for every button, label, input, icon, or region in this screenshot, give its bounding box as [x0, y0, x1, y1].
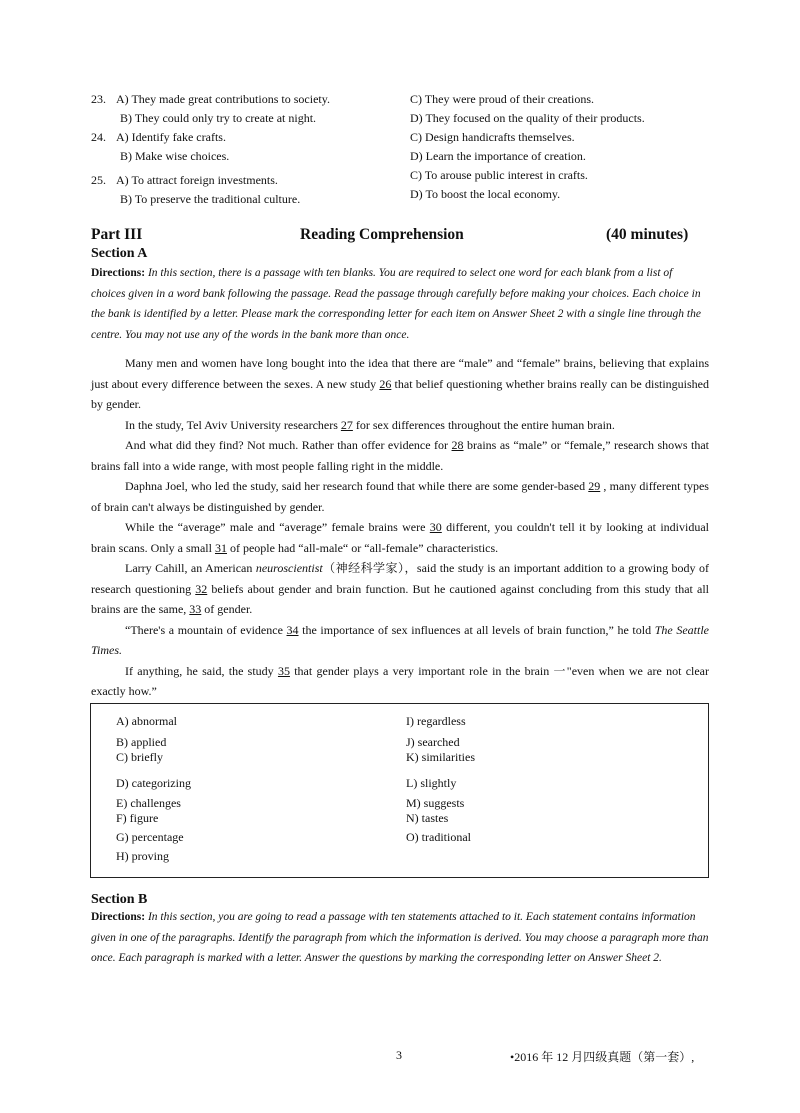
option-b: B) Make wise choices. [120, 149, 230, 163]
question-number: 24. [91, 130, 106, 144]
word-bank [90, 703, 709, 878]
blank-29: 29 [588, 479, 601, 493]
option-c: C) To arouse public interest in crafts. [410, 168, 588, 182]
blank-26: 26 [379, 376, 392, 391]
section-a-directions [91, 263, 709, 345]
option-d: D) They focused on the quality of their products. [410, 111, 645, 125]
paragraph-7: “There's a mountain of evidence 34 the importance of sex influences at all levels of brain function,” he told The Seattle Times. [91, 622, 709, 657]
blank-27: 27 [340, 417, 353, 432]
word-bank-option: B) applied [116, 735, 167, 749]
blank-35: 35 [277, 663, 290, 678]
blank-31: 31 [214, 540, 227, 555]
paragraph-2: In the study, Tel Aviv University researchers 27 for sex differences throughout the entire human brain. [125, 417, 615, 432]
question-number: 23. [91, 92, 106, 106]
option-d: D) To boost the local economy. [410, 187, 561, 201]
blank-28: 28 [451, 438, 464, 452]
option-a: A) Identify fake crafts. [116, 130, 226, 144]
option-d: D) Learn the importance of creation. [410, 149, 586, 163]
paragraph-5: While the “average” male and “average” female brains were 30 different, you couldn't tell it by looking at individual brain scans. Only a small 31 of people had “all-male“ or “all-female” characteristics. [91, 520, 710, 555]
passage [91, 353, 709, 702]
blank-30: 30 [429, 520, 442, 534]
directions-text: In this section, you are going to read a passage with ten statements attached to it. Each statement contains information given in one of the paragraphs. Identify the paragraph from which the information is derived. You may choose a paragraph more than once. Each paragraph is marked with a letter. Answer the questions by marking the corresponding letter on Answer Sheet 2. [91, 911, 709, 964]
directions-label: Directions: [91, 267, 146, 279]
directions-label: Directions: [91, 911, 146, 923]
blank-33: 33 [189, 602, 202, 616]
paragraph-8: If anything, he said, the study 35 that gender plays a very important role in the brain 一"even when we are not clear exactly how.” [91, 663, 709, 698]
word-bank-option: M) suggests [406, 796, 465, 810]
question-number: 25. [91, 173, 106, 187]
option-c: C) They were proud of their creations. [410, 92, 595, 106]
part-title: Reading Comprehension [300, 226, 464, 243]
section-b-directions [91, 907, 709, 969]
word-bank-option: A) abnormal [116, 714, 177, 728]
word-bank-option: E) challenges [116, 796, 181, 810]
paragraph-6: Larry Cahill, an American neuroscientist（神经科学家），said the study is an important addition to a growing body of research questioning 32 beliefs about gender and brain function. But he cautioned against concluding from this study that all brains are the same, 33 of gender. [91, 561, 710, 616]
word-bank-option: F) figure [116, 811, 159, 825]
paragraph-1: Many men and women have long bought into the idea that there are “male” and “female” brains, believing that explains just about every difference between the sexes. A new study 26 that belief questioning whether brains really can be distinguished by gender. [91, 356, 709, 411]
word-bank-option: J) searched [406, 735, 460, 749]
exam-source: •2016 年 12 月四级真题（第一套）, [510, 1050, 695, 1064]
paragraph-4: Daphna Joel, who led the study, said her research found that while there are some gender-based 29 , many different types of brain can't always be distinguished by gender. [91, 479, 709, 514]
word-bank-option: I) regardless [406, 714, 466, 728]
word-bank-option: H) proving [116, 849, 169, 863]
option-a: A) To attract foreign investments. [116, 173, 278, 187]
option-b: B) To preserve the traditional culture. [120, 192, 301, 206]
blank-32: 32 [195, 581, 208, 596]
word-bank-option: O) traditional [406, 830, 471, 844]
word-bank-option: N) tastes [406, 811, 449, 825]
word-bank-option: D) categorizing [116, 776, 191, 790]
paragraph-3: And what did they find? Not much. Rather than offer evidence for 28 brains as “male” or “female,” research shows that brains fall into a wide range, with most people falling right in the middle. [91, 438, 709, 473]
section-a-title: Section A [91, 246, 148, 261]
option-c: C) Design handicrafts themselves. [410, 130, 575, 144]
section-b-title: Section B [91, 892, 148, 907]
part-time: (40 minutes) [606, 226, 689, 243]
word-bank-option: L) slightly [406, 776, 457, 790]
word-bank-option: K) similarities [406, 750, 475, 764]
word-bank-option: G) percentage [116, 830, 184, 844]
directions-text: In this section, there is a passage with ten blanks. You are required to select one word for each blank from a list of choices given in a word bank following the passage. Read the passage through carefully before making your choices. Each choice in the bank is identified by a letter. Please mark the corresponding letter for each item on Answer Sheet 2 with a single line through the centre. You may not use any of the words in the bank more than once. [91, 267, 701, 341]
option-a: A) They made great contributions to society. [116, 92, 330, 106]
page-number: 3 [396, 1048, 402, 1062]
blank-34: 34 [286, 622, 299, 637]
option-b: B) They could only try to create at night. [120, 111, 317, 125]
part-label: Part III [91, 226, 143, 243]
word-bank-option: C) briefly [116, 750, 163, 764]
